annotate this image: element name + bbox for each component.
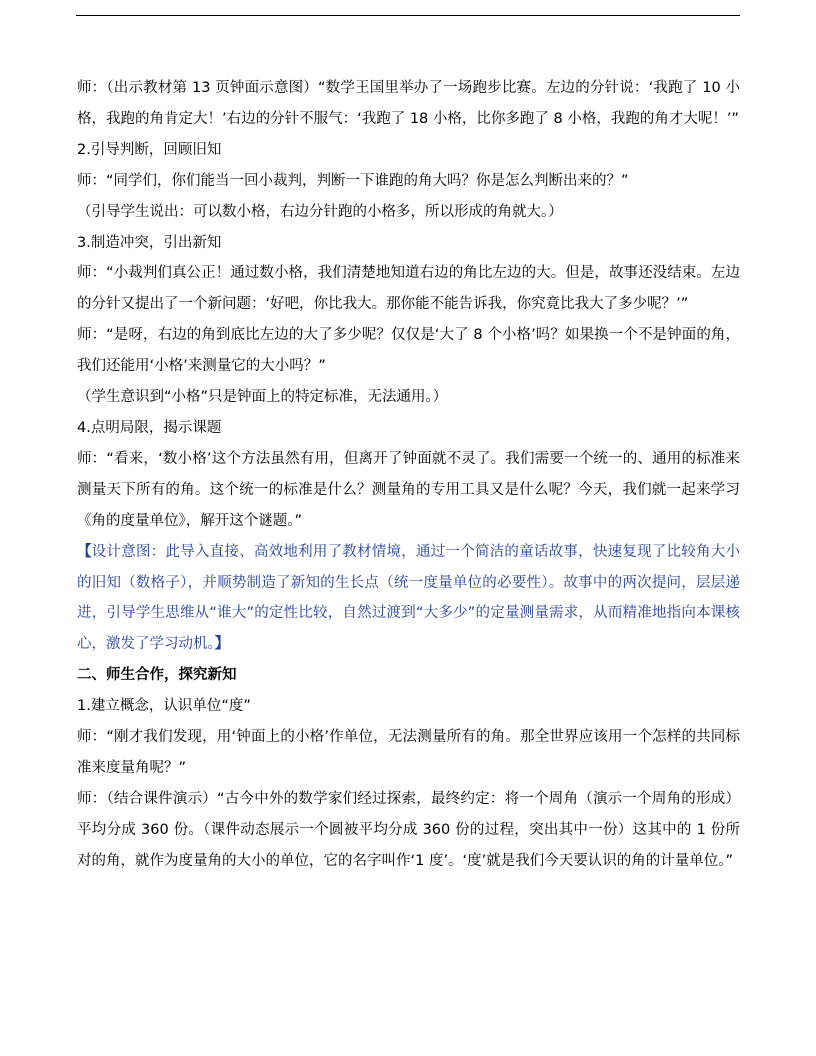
student-note: （引导学生说出：可以数小格，右边分针跑的小格多，所以形成的角就大。）	[77, 203, 563, 220]
step-heading: 2.引导判断，回顾旧知	[77, 141, 222, 158]
step-heading: 1.建立概念，认识单位“度”	[77, 698, 251, 715]
teacher-dialogue: 师：“小裁判们真公正！通过数小格，我们清楚地知道右边的角比左边的大。但是，故事还没结束。左边的分针又提出了一个新问题：‘好吧，你比我大。那你能不能告诉我，你究竟比我大了多少呢？’”	[77, 265, 740, 313]
teacher-dialogue: 师：“同学们，你们能当一回小裁判，判断一下谁跑的角大吗？你是怎么判断出来的？”	[77, 172, 629, 189]
design-intent-text: 设计意图：此导入直接、高效地利用了教材情境，通过一个简洁的童话故事，快速复现了比较角大小的旧知（数格子），并顺势制造了新知的生长点（统一度量单位的必要性）。故事中的两次提问，层层递进，引导学生思维从“谁大”的定性比较，自然过渡到“大多少”的定量测量需求，从而精准地指向本课核心，激发了学习动机。	[77, 543, 741, 653]
header-rule	[76, 15, 740, 16]
teacher-dialogue: 师：（结合课件演示）“古今中外的数学家们经过探索，最终约定：将一个周角（演示一个周角的形成）平均分成 360 份。（课件动态展示一个圆被平均分成 360 份的过程，突出其中一份）这其中的 1 份所对的角，就作为度量角的大小的单位，它的名字叫作‘1 度’。‘度’就是我们今天要认识的角的计量单位。”	[77, 790, 740, 869]
teacher-dialogue: 师：“是呀，右边的角到底比左边的大了多少呢？仅仅是‘大了 8 个小格’吗？如果换一个不是钟面的角，我们还能用‘小格’来测量它的大小吗？”	[77, 327, 740, 375]
teacher-dialogue: 师：“刚才我们发现，用‘钟面上的小格’作单位，无法测量所有的角。那全世界应该用一个怎样的共同标准来度量角呢？”	[77, 729, 740, 776]
teacher-dialogue: 师：“看来，‘数小格’这个方法虽然有用，但离开了钟面就不灵了。我们需要一个统一的、通用的标准来测量天下所有的角。这个统一的标准是什么？测量角的专用工具又是什么呢？今天，我们就一起来学习《角的度量单位》，解开这个谜题。”	[77, 450, 740, 529]
step-heading: 4.点明局限，揭示课题	[77, 419, 222, 436]
design-intent-open-bracket: 【	[77, 543, 92, 560]
section-heading: 二、师生合作，探究新知	[77, 667, 237, 684]
design-intent-close-bracket: 】	[214, 636, 230, 653]
student-note: （学生意识到“小格”只是钟面上的特定标准，无法通用。）	[77, 389, 448, 406]
step-heading: 3.制造冲突，引出新知	[77, 234, 222, 251]
teacher-dialogue: 师：（出示教材第 13 页钟面示意图）“数学王国里举办了一场跑步比赛。左边的分针说：‘我跑了 10 小格，我跑的角肯定大！’右边的分针不服气：‘我跑了 18 小格，比你多跑了 8 小格，我跑的角才大呢！’”	[77, 80, 740, 127]
document-body	[77, 73, 740, 877]
design-intent-paragraph	[77, 537, 740, 661]
